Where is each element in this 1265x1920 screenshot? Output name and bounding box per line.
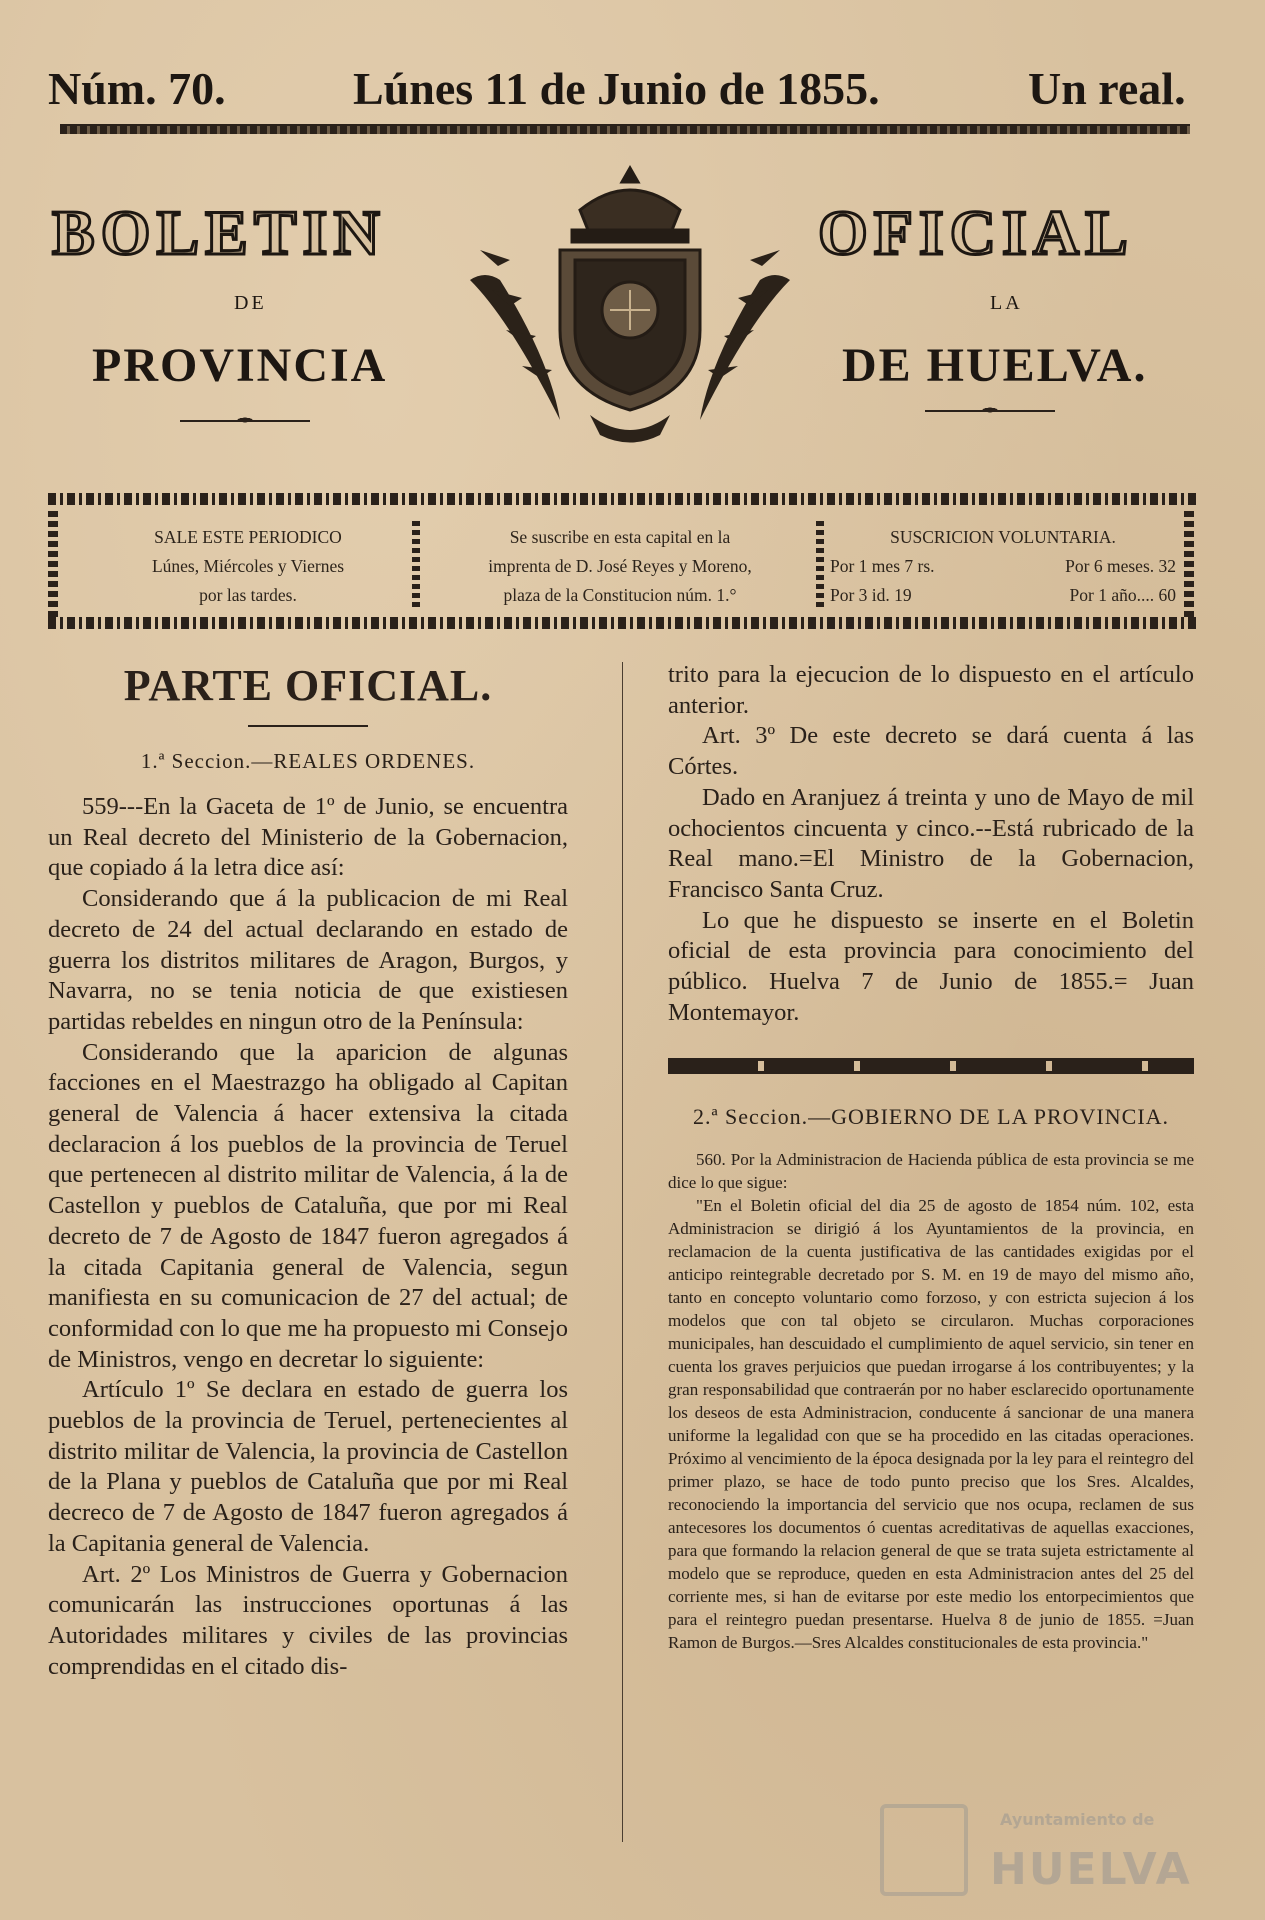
small-paragraph: "En el Boletin oficial del dia 25 de agosto de 1854 núm. 102, esta Administracion se dirigió á los Ayuntamientos de la provincia, en reclamacion de la cuenta justificativa de las cantidades exigidas por el anticipo reintegrable decretado por S. M. en 19 de mayo del mismo año, tanto en concepto voluntario como forzoso, y con estricta sujecion á los modelos que con tal objeto se circularon. Muchas corporaciones municipales, han descuidado el cumplimiento de aquel servicio, sin tener en cuenta los graves perjuicios que puedan irrogarse á los contribuyentes; y la gran responsabilidad que contraerán por no haber esclarecido oportunamente los deseos de esta Administracion, conducente á sancionar de una manera uniforme la legalidad con que se ha procedido en las citadas operaciones. Próximo al vencimiento de la época designada por la ley para el reintegro del primer plazo, se hace de todo punto preciso que los Sres. Alcaldes, reconociendo la importancia del servicio que nos ocupa, reclamen de sus antecesores los documentos ó cuentas acreditativas de aquellas exacciones, para que formando la relacion general de que se trata sujeta estrictamente al modelo que se reproduce, queden en esta Administracion antes del 25 del corriente mes, si han de evitarse por este medio los entorpecimientos que para el reintegro puedan presentarse. Huelva 8 de junio de 1855. =Juan Ramon de Burgos.—Sres Alcaldes constitucionales de esta provincia." — [668, 1196, 1194, 1653]
masthead-de-huelva: DE HUELVA. — [842, 339, 1148, 392]
flourish-right — [925, 410, 1055, 412]
price-6-months: Por 6 meses. 32 — [1065, 556, 1176, 576]
article-paragraph: Artículo 1º Se declara en estado de guerra los pueblos de la provincia de Teruel, pertenecientes al distrito militar de Valencia, la provincia de Castellon de la Plana y pueblos de Cataluña que por mi Real decreco de 7 de Agosto de 1847 fueron agregados á la Capitania general de Valencia. — [48, 1376, 568, 1557]
masthead-la: LA — [990, 292, 1023, 314]
prices-row-1 — [830, 552, 1176, 581]
section-2-article — [668, 1148, 1194, 1654]
section-separator — [668, 1058, 1194, 1074]
small-paragraph: 560. Por la Administracion de Hacienda pública de esta provincia se me dice lo que sigue: — [668, 1150, 1194, 1193]
flourish-left — [180, 420, 310, 422]
archive-watermark — [860, 1800, 1192, 1895]
place-line-3: plaza de la Constitucion núm. 1.° — [503, 585, 737, 605]
price-3-months: Por 3 id. 19 — [830, 585, 912, 605]
prices-title: SUSCRICION VOLUNTARIA. — [890, 527, 1116, 547]
border-left — [48, 507, 58, 617]
left-article — [48, 792, 568, 1682]
left-column — [48, 660, 568, 1682]
box-divider-1 — [412, 517, 420, 607]
heading-flourish — [248, 725, 368, 727]
border-right — [1184, 507, 1194, 617]
place-line-2: imprenta de D. José Reyes y Moreno, — [488, 556, 752, 576]
right-article — [668, 660, 1194, 1028]
article-paragraph: Considerando que la aparicion de algunas facciones en el Maestrazgo ha obligado al Capitan general de Valencia á hacer extensiva la citada declaracion á los pueblos de la provincia de Teruel que pertenecen al distrito militar de Valencia, á la de Castellon y pueblos de Cataluña, que por mi Real decreto de 7 de Agosto de 1847 fueron agregados á la citada Capitania general de Valencia, segun manifiesta en su comunicacion de 27 del actual; de conformidad con lo que me ha propuesto mi Consejo de Ministros, vengo en decretar lo siguiente: — [48, 1038, 568, 1373]
section-2-heading: 2.ª Seccion.—GOBIERNO DE LA PROVINCIA. — [692, 1104, 1170, 1130]
subscription-place — [430, 523, 810, 610]
issue-date: Lúnes 11 de Junio de 1855. — [353, 63, 880, 114]
box-divider-2 — [816, 517, 824, 607]
right-column — [668, 660, 1194, 1654]
masthead-provincia: PROVINCIA — [92, 339, 388, 392]
schedule-line-3: por las tardes. — [199, 585, 297, 605]
article-paragraph: 559---En la Gaceta de 1º de Junio, se encuentra un Real decreto del Ministerio de la Gobernacion, que copiado á la letra dice así: — [48, 793, 568, 882]
border-bottom — [48, 617, 1196, 629]
schedule-line-1: SALE ESTE PERIODICO — [154, 527, 342, 547]
issue-price: Un real. — [1028, 63, 1186, 114]
article-paragraph: Dado en Aranjuez á treinta y uno de Mayo de mil ochocientos cincuenta y cinco.--Está rubricado de la Real mano.=El Ministro de la Gobernacion, Francisco Santa Cruz. — [668, 783, 1194, 903]
coat-of-arms-icon — [440, 160, 820, 460]
section-1-heading: 1.ª Seccion.—REALES ORDENES. — [140, 749, 476, 773]
subscription-box — [48, 493, 1196, 633]
watermark-emblem-icon — [880, 1804, 968, 1896]
price-1-month: Por 1 mes 7 rs. — [830, 556, 935, 576]
masthead-de: DE — [234, 292, 267, 314]
article-paragraph: Art. 2º Los Ministros de Guerra y Gobernacion comunicarán las instrucciones oportunas á las Autoridades militares y civiles de las provincias comprendidas en el citado dis- — [48, 1560, 568, 1680]
issue-number: Núm. 70. — [48, 63, 226, 114]
publication-schedule — [78, 523, 418, 610]
border-top — [48, 493, 1196, 505]
masthead-oficial: OFICIAL — [818, 197, 1134, 268]
parte-oficial-heading: PARTE OFICIAL. — [123, 661, 493, 710]
column-divider — [622, 662, 623, 1842]
top-rule — [60, 124, 1190, 134]
schedule-line-2: Lúnes, Miércoles y Viernes — [151, 556, 345, 576]
article-paragraph: Considerando que á la publicacion de mi Real decreto de 24 del actual declarando en estado de guerra los distritos militares de Aragon, Burgos, y Navarra, no se tenia noticia de que existiesen partidas rebeldes en ningun otro de la Península: — [48, 885, 568, 1035]
article-paragraph: Lo que he dispuesto se inserte en el Boletin oficial de esta provincia para conocimiento del público. Huelva 7 de Junio de 1855.= Juan Montemayor. — [668, 906, 1194, 1026]
price-1-year: Por 1 año.... 60 — [1069, 585, 1176, 605]
issue-line — [48, 62, 1194, 122]
masthead-boletin: BOLETIN — [52, 197, 386, 268]
article-paragraph: trito para la ejecucion de lo dispuesto en el artículo anterior. — [668, 661, 1194, 719]
watermark-line-1: Ayuntamiento de — [1000, 1810, 1155, 1829]
place-line-1: Se suscribe en esta capital en la — [509, 527, 731, 547]
prices-row-2 — [830, 581, 1176, 610]
article-paragraph: Art. 3º De este decreto se dará cuenta á las Córtes. — [668, 722, 1194, 781]
subscription-prices — [830, 523, 1176, 610]
watermark-line-2: HUELVA — [990, 1844, 1192, 1895]
